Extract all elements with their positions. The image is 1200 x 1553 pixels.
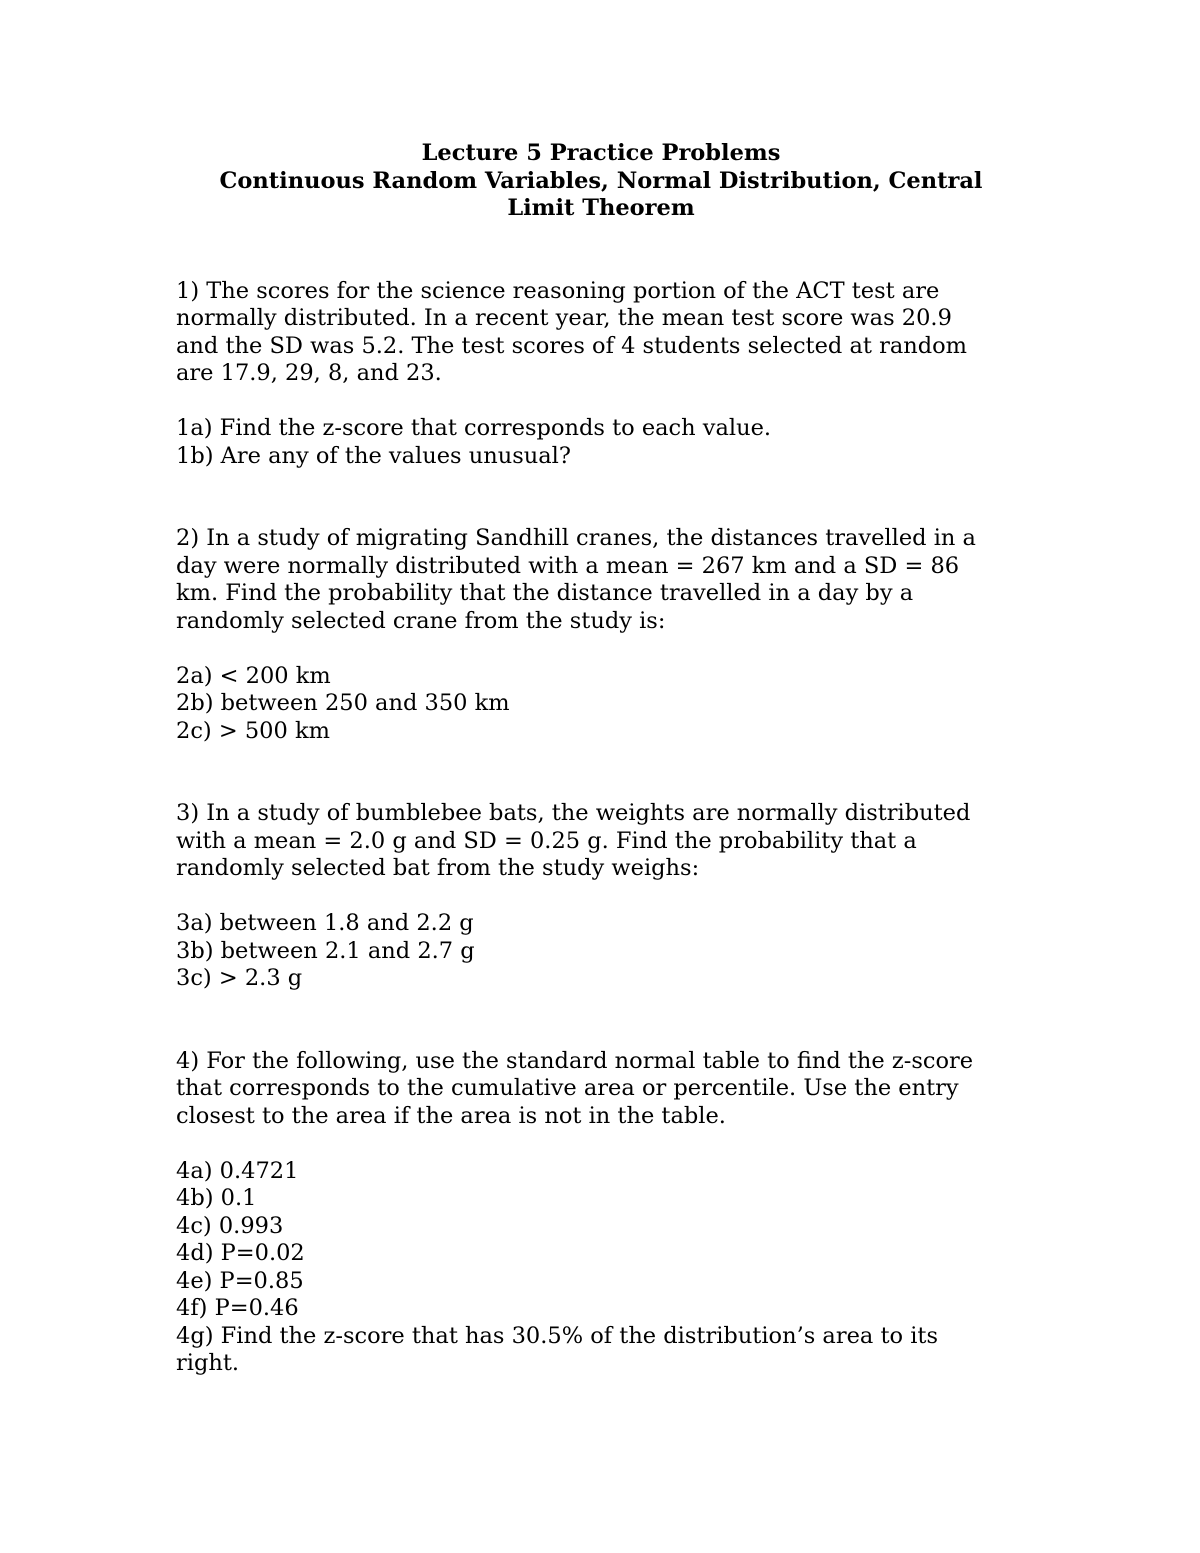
document-title bbox=[176, 140, 1026, 223]
question-3b: 3b) between 2.1 and 2.7 g bbox=[176, 937, 475, 964]
question-4c: 4c) 0.993 bbox=[176, 1212, 284, 1239]
question-4g-continuation: right. bbox=[176, 1350, 240, 1376]
question-4-text-line: that corresponds to the cumulative area or percentile. Use the entry bbox=[176, 1075, 959, 1101]
question-1b: 1b) Are any of the values unusual? bbox=[176, 442, 571, 469]
question-3-text-line: with a mean = 2.0 g and SD = 0.25 g. Find the probability that a bbox=[176, 827, 917, 854]
question-1a: 1a) Find the z-score that corresponds to each value. bbox=[176, 415, 772, 441]
question-2-text-line: km. Find the probability that the distance travelled in a day by a bbox=[176, 580, 914, 606]
question-3-text-line: randomly selected bat from the study weighs: bbox=[176, 855, 700, 881]
question-1-text-line: 1) The scores for the science reasoning portion of the ACT test are bbox=[176, 277, 940, 304]
question-2-text-line: 2) In a study of migrating Sandhill cranes, the distances travelled in a bbox=[176, 525, 976, 551]
question-1 bbox=[176, 278, 1026, 471]
question-4g: 4g) Find the z-score that has 30.5% of the distribution’s area to its bbox=[176, 1322, 939, 1349]
question-2a: 2a) < 200 km bbox=[176, 662, 331, 689]
question-2b: 2b) between 250 and 350 km bbox=[176, 690, 510, 716]
question-4e: 4e) P=0.85 bbox=[176, 1267, 304, 1294]
question-3 bbox=[176, 800, 1026, 993]
question-2c: 2c) > 500 km bbox=[176, 717, 330, 744]
question-2-text-line: day were normally distributed with a mean = 267 km and a SD = 86 bbox=[176, 552, 960, 579]
question-1-text-line: normally distributed. In a recent year, the mean test score was 20.9 bbox=[176, 305, 952, 331]
question-4a: 4a) 0.4721 bbox=[176, 1157, 299, 1184]
question-3-text-line: 3) In a study of bumblebee bats, the weights are normally distributed bbox=[176, 800, 971, 826]
question-3c: 3c) > 2.3 g bbox=[176, 965, 303, 991]
question-4b: 4b) 0.1 bbox=[176, 1185, 257, 1211]
title-line-1: Lecture 5 Practice Problems bbox=[421, 140, 781, 166]
title-line-3: Limit Theorem bbox=[507, 195, 695, 221]
question-4-text-line: closest to the area if the area is not in the table. bbox=[176, 1102, 726, 1129]
question-1-text-line: are 17.9, 29, 8, and 23. bbox=[176, 360, 442, 386]
question-2-text-line: randomly selected crane from the study is: bbox=[176, 607, 666, 634]
question-1-text-line: and the SD was 5.2. The test scores of 4 students selected at random bbox=[176, 332, 968, 359]
document-page bbox=[176, 140, 1026, 1378]
question-4f: 4f) P=0.46 bbox=[176, 1295, 299, 1321]
title-line-2: Continuous Random Variables, Normal Distribution, Central bbox=[219, 167, 983, 194]
question-2 bbox=[176, 525, 1026, 745]
question-4d: 4d) P=0.02 bbox=[176, 1240, 305, 1266]
question-3a: 3a) between 1.8 and 2.2 g bbox=[176, 910, 474, 936]
question-4-text-line: 4) For the following, use the standard normal table to find the z-score bbox=[176, 1047, 974, 1074]
question-4 bbox=[176, 1048, 1026, 1378]
